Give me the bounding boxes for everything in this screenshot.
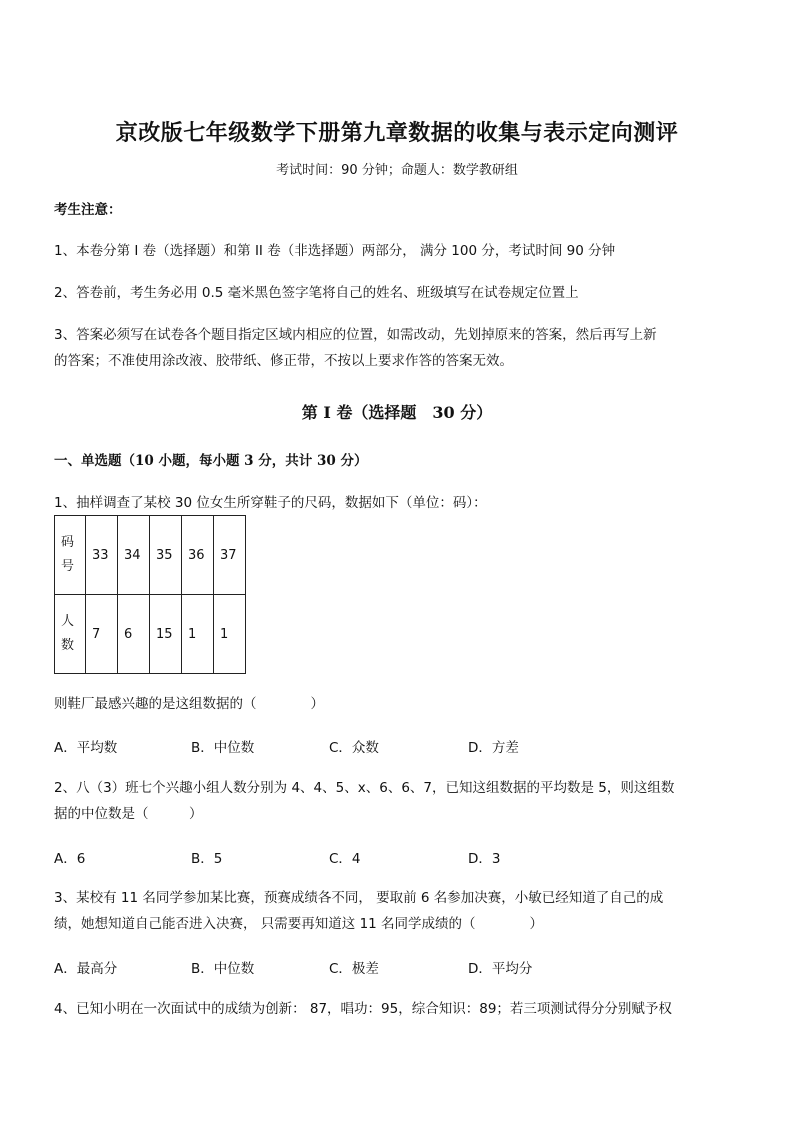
q1-stem: 1、抽样调查了某校 30 位女生所穿鞋子的尺码，数据如下（单位：码）：: [54, 495, 487, 511]
q4-stem-line: 4、已知小明在一次面试中的成绩为创新： 87，唱功：95，综合知识：89；若三项测试得分分别赋予权: [54, 1001, 672, 1017]
table-cell: 6: [118, 595, 150, 674]
table-row: [55, 595, 246, 674]
header-char: 码: [61, 535, 75, 550]
header-char: 号: [61, 559, 75, 574]
notice-item: 1、本卷分第 I 卷（选择题）和第 II 卷（非选择题）两部分， 满分 100 分，考试时间 90 分钟: [54, 243, 616, 259]
table-cell: 37: [214, 516, 246, 595]
notice-item: 3、答案必须写在试卷各个题目指定区域内相应的位置，如需改动，先划掉原来的答案，然后再写上新: [54, 327, 657, 343]
q1-option-a: A．平均数: [54, 740, 118, 756]
part-heading: 一、单选题（10 小题，每小题 3 分，共计 30 分）: [54, 453, 368, 469]
page-title: 京改版七年级数学下册第九章数据的收集与表示定向测评: [115, 120, 679, 146]
header-char: 人: [61, 614, 75, 629]
q3-stem-line: 3、某校有 11 名同学参加某比赛，预赛成绩各不同， 要取前 6 名参加决赛，小敏已经知道了自己的成: [54, 890, 664, 906]
q3-option-a: A．最高分: [54, 961, 118, 977]
table-cell: 34: [118, 516, 150, 595]
table-header-cell: [55, 516, 86, 595]
table-row: [55, 516, 246, 595]
q2-option-a: A．6: [54, 851, 86, 867]
table-cell: 15: [150, 595, 182, 674]
table-cell: 33: [86, 516, 118, 595]
q3-stem-line: 绩，她想知道自己能否进入决赛， 只需要再知道这 11 名同学成绩的（ ）: [54, 916, 544, 932]
q2-stem-line: 2、八（3）班七个兴趣小组人数分别为 4、4、5、x、6、6、7，已知这组数据的平均数是 5，则这组数: [54, 780, 675, 796]
q3-option-c: C．极差: [329, 961, 379, 977]
q2-option-c: C．4: [329, 851, 361, 867]
table-cell: 7: [86, 595, 118, 674]
notice-item: 2、答卷前，考生务必用 0.5 毫米黑色签字笔将自己的姓名、班级填写在试卷规定位置上: [54, 285, 579, 301]
table-cell: 35: [150, 516, 182, 595]
table-cell: 36: [182, 516, 214, 595]
q3-option-d: D．平均分: [468, 961, 533, 977]
table-header-cell: [55, 595, 86, 674]
header-char: 数: [61, 638, 75, 653]
q1-question: 则鞋厂最感兴趣的是这组数据的（ ）: [54, 696, 324, 712]
q3-option-b: B．中位数: [191, 961, 255, 977]
q1-option-d: D．方差: [468, 740, 519, 756]
shoe-size-table: [54, 515, 246, 674]
q2-option-d: D．3: [468, 851, 501, 867]
q1-option-b: B．中位数: [191, 740, 255, 756]
q2-stem-line: 据的中位数是（ ）: [54, 806, 203, 822]
table-cell: 1: [182, 595, 214, 674]
q2-option-b: B．5: [191, 851, 223, 867]
table-cell: 1: [214, 595, 246, 674]
q1-option-c: C．众数: [329, 740, 379, 756]
notice-heading: 考生注意：: [54, 202, 122, 218]
notice-item: 的答案；不准使用涂改液、胶带纸、修正带，不按以上要求作答的答案无效。: [54, 353, 513, 369]
section-title: 第 I 卷（选择题 30 分）: [301, 403, 493, 422]
page-subtitle: 考试时间：90 分钟；命题人：数学教研组: [276, 163, 518, 178]
